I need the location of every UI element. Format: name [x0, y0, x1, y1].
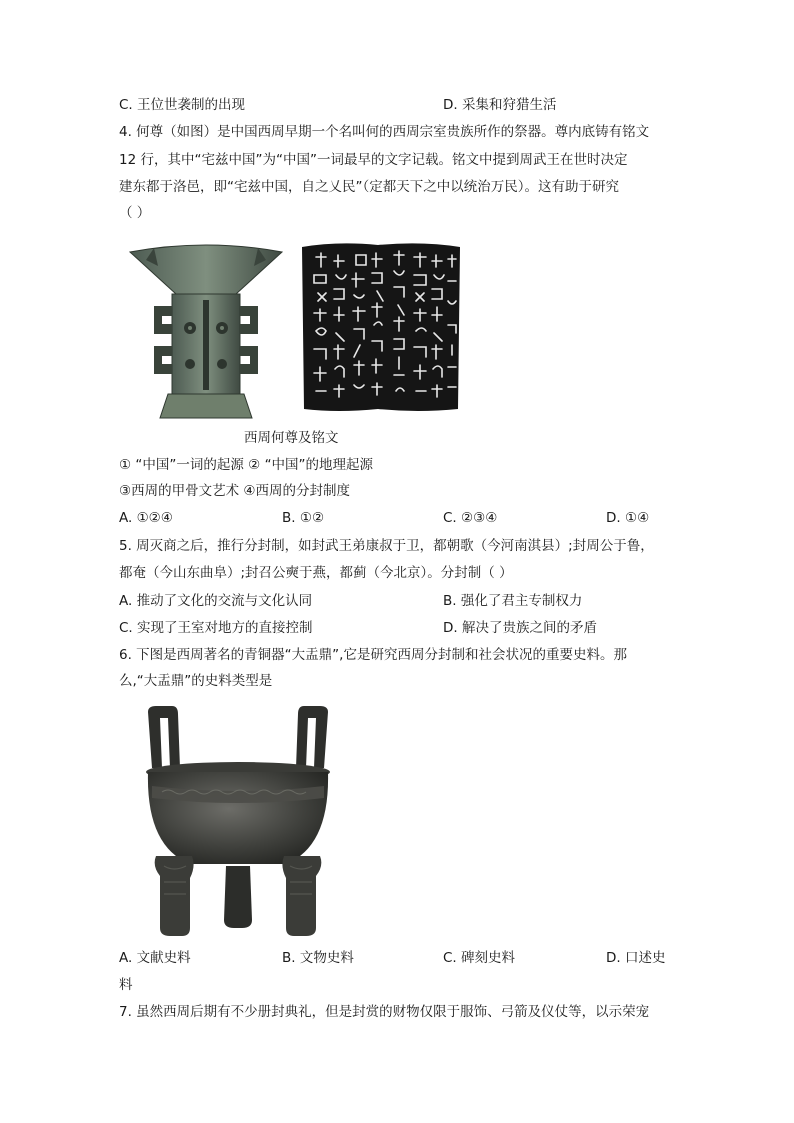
q4-items-line-2: ③西周的甲骨文艺术 ④西周的分封制度: [119, 483, 350, 499]
q4-stem-line-3: 建东都于洛邑，即“宅兹中国，自之乂民”（定都天下之中以统治万民）。这有助于研究: [119, 179, 619, 195]
q4-items-line-1: ① “中国”一词的起源 ② “中国”的地理起源: [119, 457, 374, 473]
q6-option-d-wrap: 料: [119, 977, 133, 993]
q6-option-b: B. 文物史料: [282, 950, 354, 966]
q5-stem-line-2: 都奄（今山东曲阜）;封召公奭于燕，都蓟（今北京）。分封制（ ）: [119, 565, 513, 581]
q4-stem-line-2: 12 行，其中“宅兹中国”为“中国”一词最早的文字记载。铭文中提到周武王在世时决定: [119, 152, 628, 168]
q4-option-d: D. ①④: [606, 510, 650, 526]
q5-stem-line-1: 5. 周灭商之后，推行分封制，如封武王弟康叔于卫，都朝歌（今河南淇县）;封周公于鲁，: [119, 538, 654, 554]
figure-caption: 西周何尊及铭文: [244, 430, 339, 446]
da-yu-ding-image: [142, 706, 334, 938]
q6-option-a: A. 文献史料: [119, 950, 191, 966]
q5-option-c: C. 实现了王室对地方的直接控制: [119, 620, 313, 636]
q6-stem-line-2: 么,“大盂鼎”的史料类型是: [119, 673, 273, 689]
q6-stem-line-1: 6. 下图是西周著名的青铜器“大盂鼎”,它是研究西周分封制和社会状况的重要史料。那: [119, 647, 627, 663]
q4-option-a: A. ①②④: [119, 510, 173, 526]
he-zun-vessel-image: [124, 242, 288, 422]
q5-option-a: A. 推动了文化的交流与文化认同: [119, 593, 313, 609]
q4-stem-line-4: （ ）: [119, 205, 151, 221]
q7-stem-line-1: 7. 虽然西周后期有不少册封典礼，但是封赏的财物仅限于服饰、弓箭及仪仗等，以示荣宠: [119, 1004, 650, 1020]
inscription-rubbing-image: [298, 241, 464, 413]
q3-option-c: C. 王位世袭制的出现: [119, 97, 246, 113]
q4-option-b: B. ①②: [282, 510, 325, 526]
q3-option-d: D. 采集和狩猎生活: [443, 97, 557, 113]
q6-option-d: D. 口述史: [606, 950, 666, 966]
q5-option-b: B. 强化了君主专制权力: [443, 593, 583, 609]
q4-stem-line-1: 4. 何尊（如图）是中国西周早期一个名叫何的西周宗室贵族所作的祭器。尊内底铸有铭文: [119, 124, 650, 140]
q5-option-d: D. 解决了贵族之间的矛盾: [443, 620, 597, 636]
q4-option-c: C. ②③④: [443, 510, 498, 526]
q6-option-c: C. 碑刻史料: [443, 950, 516, 966]
